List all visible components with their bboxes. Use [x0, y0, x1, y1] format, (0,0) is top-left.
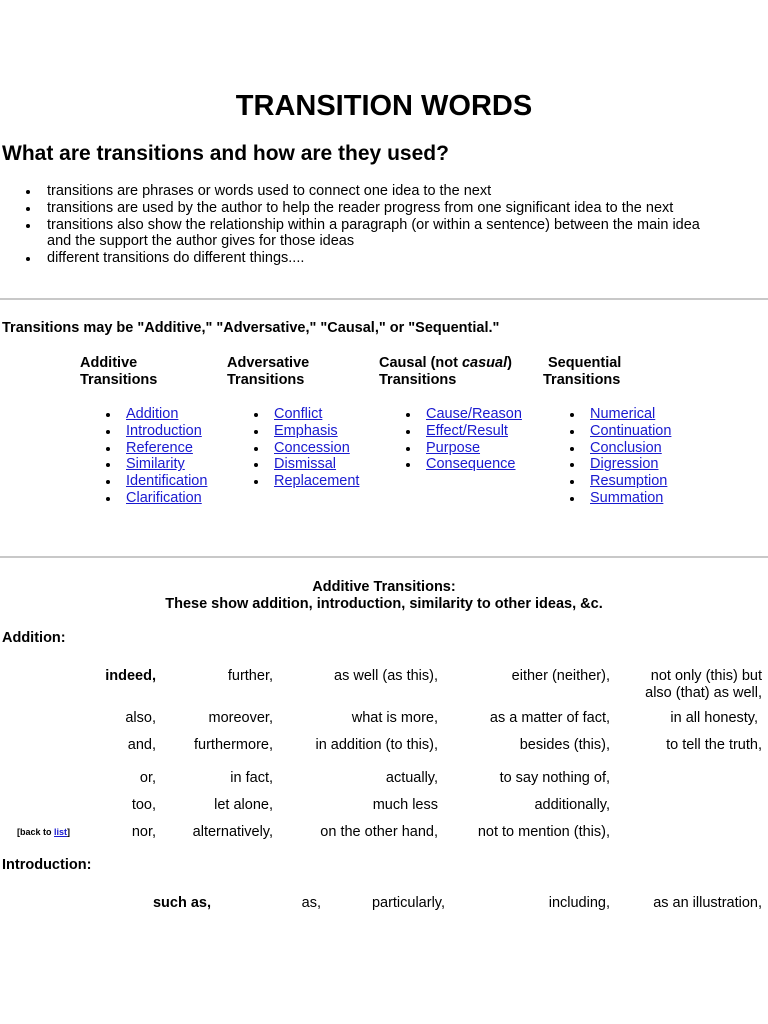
table-cell: besides (this),: [519, 737, 610, 753]
back-to-list: [17, 827, 70, 837]
category-header-adversative: [227, 355, 309, 389]
link-introduction[interactable]: Introduction: [126, 422, 202, 439]
category-title: Adversative: [227, 355, 310, 371]
table-cell: not only (this) but: [650, 668, 762, 684]
list-item: [103, 473, 207, 490]
addition-label: Addition:: [2, 630, 66, 646]
category-header-causal: [379, 355, 512, 389]
table-cell: furthermore,: [194, 737, 273, 753]
category-subtitle: Transitions: [227, 372, 305, 388]
table-cell: additionally,: [534, 797, 610, 813]
table-cell: moreover,: [208, 710, 273, 726]
link-replacement[interactable]: Replacement: [274, 473, 360, 490]
link-cause-reason[interactable]: Cause/Reason: [426, 406, 522, 422]
category-header-sequential: [543, 355, 621, 389]
list-item: [251, 440, 359, 457]
list-item: [103, 490, 207, 507]
link-resumption[interactable]: Resumption: [590, 473, 668, 490]
list-item: [251, 406, 359, 423]
page-title: TRANSITION WORDS: [235, 90, 533, 122]
link-effect-result[interactable]: Effect/Result: [426, 422, 508, 439]
list-item: [403, 406, 522, 423]
table-cell: including,: [548, 895, 610, 911]
table-cell: either (neither),: [511, 668, 610, 684]
category-title: Sequential: [548, 355, 622, 371]
table-cell: further,: [227, 668, 273, 684]
link-identification[interactable]: Identification: [126, 473, 208, 490]
link-concession[interactable]: Concession: [274, 439, 350, 456]
list-item: [251, 456, 359, 473]
table-cell: let alone,: [214, 797, 273, 813]
back-suffix: ]: [67, 827, 71, 837]
table-cell: as well (as this),: [334, 668, 438, 684]
introduction-label: Introduction:: [2, 857, 92, 873]
back-to-list-link[interactable]: list: [54, 827, 68, 837]
back-prefix: [back to: [17, 827, 55, 837]
link-conclusion[interactable]: Conclusion: [590, 439, 662, 456]
divider: [0, 556, 768, 558]
link-digression[interactable]: Digression: [590, 456, 659, 473]
table-cell: on the other hand,: [320, 824, 438, 840]
sequential-links: [567, 406, 671, 507]
table-cell: as an illustration,: [653, 895, 762, 911]
link-numerical[interactable]: Numerical: [590, 406, 656, 422]
table-cell: in addition (to this),: [315, 737, 438, 753]
list-item-text: transitions also show the relationship within a paragraph (or within a sentence) between the main idea: [47, 216, 700, 233]
table-cell: also (that) as well,: [645, 685, 762, 701]
table-cell: much less: [372, 797, 438, 813]
list-item: [567, 406, 671, 423]
table-cell: to tell the truth,: [666, 737, 762, 753]
list-item: [20, 217, 765, 251]
category-subtitle: Transitions: [543, 372, 621, 388]
list-item: [403, 440, 522, 457]
definition-list: [20, 183, 765, 267]
table-cell: too,: [131, 797, 156, 813]
category-header-additive: [80, 355, 157, 389]
category-title-end: ): [507, 355, 512, 371]
list-item: [567, 490, 671, 507]
list-item: [567, 440, 671, 457]
list-item: [567, 473, 671, 490]
list-item: different transitions do different things....: [20, 250, 765, 267]
link-clarification[interactable]: Clarification: [126, 489, 202, 506]
section-title: Additive Transitions:: [312, 579, 456, 595]
list-item: [567, 423, 671, 440]
link-similarity[interactable]: Similarity: [126, 456, 185, 473]
section-question-heading: What are transitions and how are they used?: [2, 142, 449, 165]
link-addition[interactable]: Addition: [126, 406, 179, 422]
link-summation[interactable]: Summation: [590, 489, 664, 506]
adversative-links: [251, 406, 359, 490]
table-cell: alternatively,: [192, 824, 273, 840]
list-item: [103, 406, 207, 423]
additive-section-heading: [0, 579, 768, 613]
additive-links: [103, 406, 207, 507]
link-emphasis[interactable]: Emphasis: [274, 422, 338, 439]
list-item: [403, 423, 522, 440]
table-cell: indeed,: [105, 668, 156, 684]
category-subtitle: Transitions: [80, 372, 158, 388]
list-item: [251, 423, 359, 440]
category-title: Causal (not: [379, 355, 462, 371]
list-item: [567, 456, 671, 473]
table-cell: actually,: [385, 770, 438, 786]
table-cell: such as,: [152, 895, 211, 911]
category-title: Additive: [80, 355, 138, 371]
list-item: [103, 440, 207, 457]
list-item-text-continued: and the support the author gives for those ideas: [47, 233, 355, 250]
table-cell: not to mention (this),: [477, 824, 610, 840]
link-reference[interactable]: Reference: [126, 439, 193, 456]
table-cell: in all honesty,: [670, 710, 758, 726]
table-cell: what is more,: [351, 710, 438, 726]
table-cell: nor,: [131, 824, 156, 840]
list-item: [403, 456, 522, 473]
table-cell: also,: [125, 710, 156, 726]
table-cell: as a matter of fact,: [489, 710, 610, 726]
category-title-emphasis: casual: [461, 355, 508, 371]
link-conflict[interactable]: Conflict: [274, 406, 323, 422]
list-item: [103, 423, 207, 440]
list-item: [103, 456, 207, 473]
link-purpose[interactable]: Purpose: [426, 439, 481, 456]
category-subtitle: Transitions: [379, 372, 457, 388]
table-cell: and,: [127, 737, 156, 753]
table-cell: or,: [139, 770, 156, 786]
causal-links: [403, 406, 522, 473]
list-item: transitions are used by the author to help the reader progress from one significant idea to the next: [20, 200, 765, 217]
link-consequence[interactable]: Consequence: [426, 456, 516, 473]
link-dismissal[interactable]: Dismissal: [274, 456, 337, 473]
types-intro: Transitions may be "Additive," "Adversative," "Causal," or "Sequential.": [2, 320, 500, 336]
table-cell: in fact,: [230, 770, 273, 786]
section-description: These show addition, introduction, similarity to other ideas, &c.: [165, 596, 603, 612]
divider: [0, 298, 768, 300]
table-cell: to say nothing of,: [499, 770, 610, 786]
list-item: transitions are phrases or words used to connect one idea to the next: [20, 183, 765, 200]
table-cell: particularly,: [371, 895, 445, 911]
table-cell: as,: [301, 895, 321, 911]
list-item: [251, 473, 359, 490]
link-continuation[interactable]: Continuation: [590, 422, 672, 439]
